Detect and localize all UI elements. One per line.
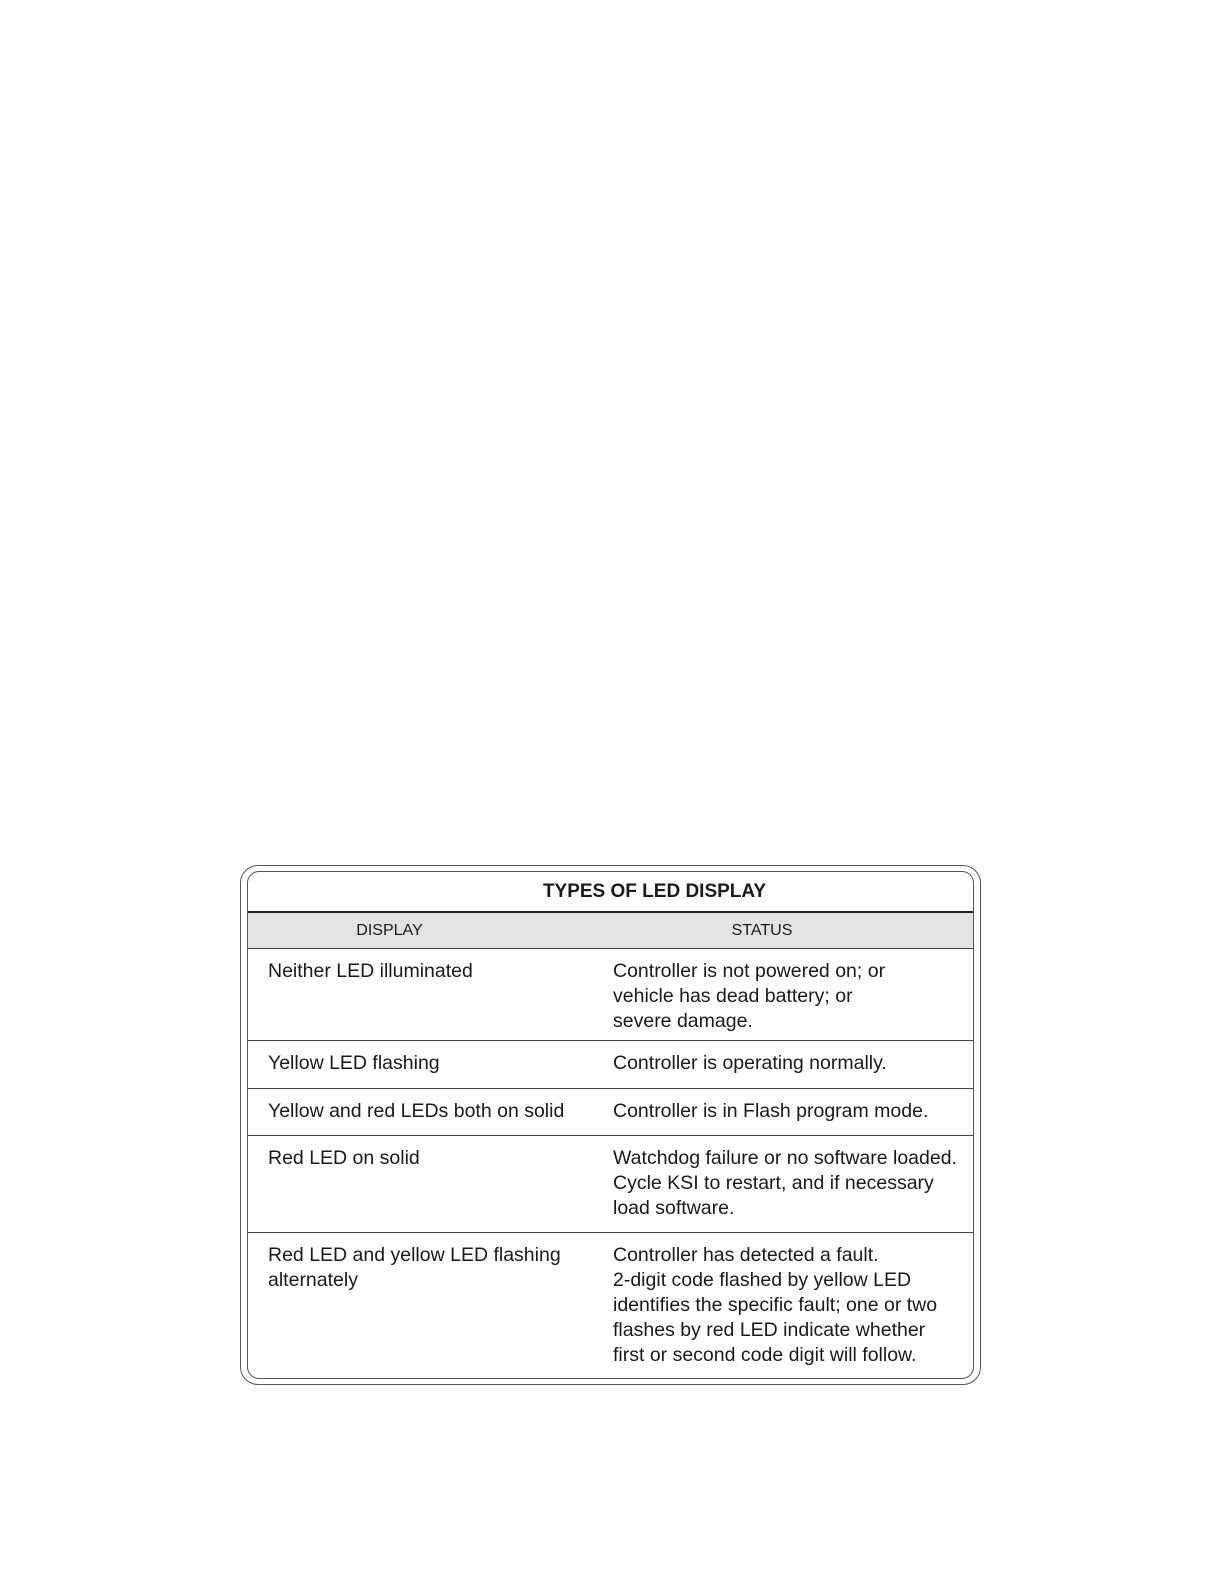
cell-text: first or second code digit will follow. (613, 1344, 917, 1366)
cell-text: Controller is not powered on; or (613, 960, 886, 982)
cell-text: Yellow and red LEDs both on solid (268, 1100, 565, 1122)
led-display-table (247, 871, 974, 1379)
cell-text: Red LED and yellow LED flashing (268, 1244, 561, 1266)
cell-text: load software. (613, 1197, 735, 1219)
cell-text: Watchdog failure or no software loaded. (613, 1147, 957, 1169)
header-status: STATUS (731, 922, 793, 939)
cell-status (613, 1099, 973, 1124)
cell-display (268, 959, 598, 984)
table-row (248, 949, 973, 1041)
cell-status (613, 1243, 973, 1368)
cell-status (613, 959, 973, 1034)
cell-text: alternately (268, 1269, 358, 1291)
table-row (248, 1089, 973, 1136)
table-header-row (248, 913, 973, 949)
cell-status (613, 1051, 973, 1076)
table-row (248, 1136, 973, 1233)
cell-text: Neither LED illuminated (268, 960, 473, 982)
table-row (248, 1233, 973, 1379)
header-display: DISPLAY (356, 922, 423, 939)
cell-display (268, 1099, 598, 1124)
cell-text: Red LED on solid (268, 1147, 420, 1169)
cell-text: flashes by red LED indicate whether (613, 1319, 926, 1341)
cell-text: vehicle has dead battery; or (613, 985, 853, 1007)
cell-display (268, 1051, 598, 1076)
cell-display (268, 1243, 598, 1293)
cell-text: 2-digit code flashed by yellow LED (613, 1269, 912, 1291)
cell-text: Yellow LED flashing (268, 1052, 440, 1074)
cell-text: severe damage. (613, 1010, 753, 1032)
cell-display (268, 1146, 598, 1171)
cell-text: Cycle KSI to restart, and if necessary (613, 1172, 934, 1194)
table-row (248, 1041, 973, 1089)
table-title: TYPES OF LED DISPLAY (248, 872, 973, 913)
cell-text: identifies the specific fault; one or two (613, 1294, 938, 1316)
cell-text: Controller has detected a fault. (613, 1244, 879, 1266)
cell-text: Controller is operating normally. (613, 1052, 887, 1074)
cell-text: Controller is in Flash program mode. (613, 1100, 929, 1122)
cell-status (613, 1146, 973, 1221)
